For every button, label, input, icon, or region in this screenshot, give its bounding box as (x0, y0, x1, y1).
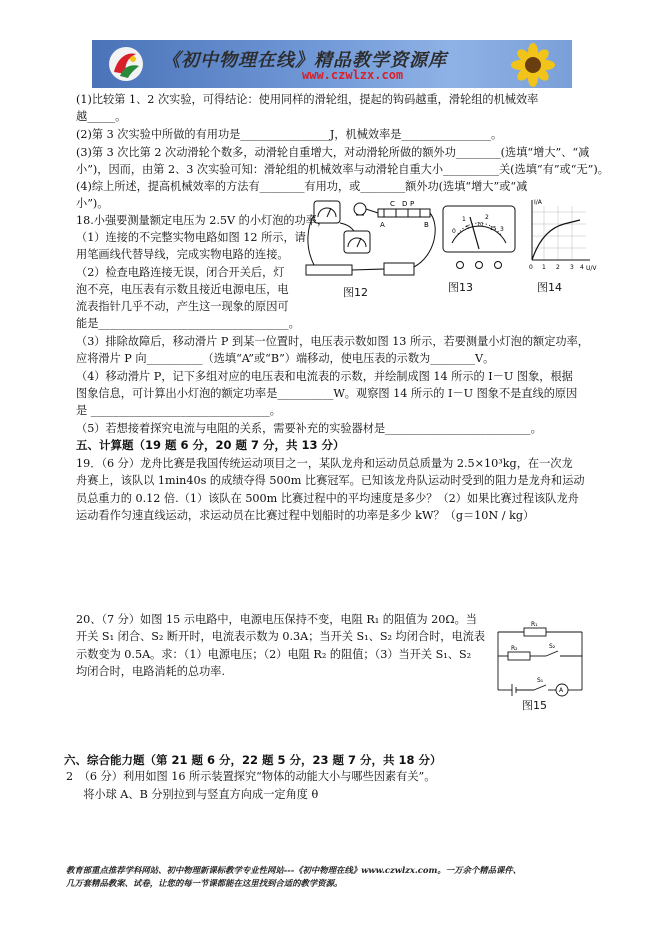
label-r1: R₁ (531, 621, 538, 628)
question-20-line: 开关 S₁ 闭合、S₂ 断开时，电流表示数为 0.3A；当开关 S₁、S₂ 均闭合时，电流表 (76, 630, 486, 643)
label-B: B (424, 221, 429, 229)
site-logo-icon (106, 44, 146, 84)
tick-2: 2 (485, 214, 489, 221)
text-line: (1)比较第 1、2 次实验，可得结论：使用同样的滑轮组，提起的钩码越重，滑轮组的机械效率 (76, 93, 539, 106)
question-20-line: 示数变为 0.5A。求：（1）电源电压；（2）电阻 R₂ 的阻值；（3）当开关 S₁、S₂ (76, 648, 472, 661)
text-line: 图象信息，可计算出小灯泡的额定功率是__________W。观察图 14 所示的 I－U 图象不是直线的原因 (76, 387, 578, 400)
tick-3: 3 (500, 226, 504, 233)
label-ammeter: A (559, 687, 564, 694)
tick-1: 1 (462, 216, 466, 223)
figure-14-iu-graph (520, 196, 598, 276)
text-line: 小”)。 (76, 197, 109, 210)
tick-2: 2 (556, 264, 560, 271)
text-line: 泡不亮，电压表有示数且接近电源电压，电 (76, 283, 289, 296)
header-banner (92, 40, 572, 88)
label-s2: S₂ (549, 643, 556, 650)
label-r2: R₂ (511, 645, 518, 652)
question-20-line: 均闭合时，电路消耗的总功率. (76, 665, 225, 678)
label-A: A (380, 221, 385, 229)
text-line: （2）检查电路连接无误，闭合开关后，灯 (76, 266, 285, 279)
text-line: 小”)，因而，由第 2、3 次实验可知：滑轮组的机械效率与动滑轮自重大小__________关(选填“有”或“无”)。 (76, 163, 609, 176)
figure-15-circuit (494, 618, 586, 700)
figure-12-circuit (300, 195, 442, 285)
text-line: （1）连接的不完整实物电路如图 12 所示，请 (76, 231, 306, 244)
tick-15: 15 (490, 226, 497, 232)
text-line: 越_____。 (76, 110, 127, 123)
label-s1: S₁ (537, 677, 544, 684)
label-D: D (402, 200, 408, 208)
text-line: 流表指针几乎不动，产生这一现象的原因可 (76, 300, 289, 313)
tick-1: 1 (542, 264, 546, 271)
text-line: （4）移动滑片 P，记下多组对应的电压表和电流表的示数，并绘制成图 14 所示的 I－U 图象，根据 (76, 370, 573, 383)
figure-13-caption: 图13 (448, 281, 473, 294)
text-line: 应将滑片 P 向__________（选填“A”或“B”）端移动，使电压表的示数为________V。 (76, 352, 495, 365)
footer-line: 几万套精品教案、试卷，让您的每一节课都能在这里找到合适的教学资源。 (66, 878, 343, 888)
text-line: （5）若想接着探究电流与电阻的关系，需要补充的实验器材是__________________________。 (76, 422, 542, 435)
tick-3: 3 (570, 264, 574, 271)
page-footer (66, 864, 606, 890)
text-line: 用笔画线代替导线，完成实物电路的连接。 (76, 248, 289, 261)
text-line: 是 ________________________________。 (76, 404, 281, 417)
axis-y-label: I/A (534, 199, 542, 206)
section-heading-comprehensive: 六、综合能力题（第 21 题 6 分，22 题 5 分，23 题 7 分，共 18 分） (64, 753, 442, 767)
text-line: 18.小强要测量额定电压为 2.5V 的小灯泡的功率， (76, 214, 329, 227)
tick-10: 10 (477, 222, 484, 228)
text-line: (4)综上所述，提高机械效率的方法有________有用功，或________额外功(选填“增大”或“减 (76, 180, 528, 193)
question-19-line: 舟赛上，该队以 1min40s 的成绩夺得 500m 比赛冠军。已知该龙舟队运动时受到的阻力是龙舟和运动 (76, 474, 585, 487)
question-21-line: 将小球 A、B 分别拉到与竖直方向成一定角度 θ (72, 788, 319, 801)
label-C: C (390, 200, 395, 208)
tick-0: 0 (452, 228, 456, 235)
sunflower-icon (502, 42, 564, 88)
question-20-line: 20、（7 分）如图 15 示电路中，电源电压保持不变，电阻 R₁ 的阻值为 20Ω。当 (76, 613, 477, 626)
text-line: (2)第 3 次实验中所做的有用功是________________J，机械效率是________________。 (76, 128, 503, 141)
figure-12-caption: 图12 (343, 286, 368, 299)
question-19-line: 运动看作匀速直线运动，求运动员在比赛过程中划船时的功率是多少 kW？（g＝10N / kg） (76, 509, 535, 522)
banner-url[interactable]: www.czwlzx.com (302, 68, 404, 82)
label-P: P (410, 200, 415, 208)
section-heading-calculation: 五、计算题（19 题 6 分，20 题 7 分，共 13 分） (76, 438, 345, 452)
text-line: 能是__________________________________。 (76, 317, 300, 330)
tick-5: 5 (466, 225, 470, 231)
figure-13-voltmeter (440, 203, 518, 275)
axis-x-label: U/V (586, 265, 597, 272)
question-19-line: 员总重力的 0.12 倍.（1）该队在 500m 比赛过程中的平均速度是多少？（2）如果比赛过程该队龙舟 (76, 492, 579, 505)
text-line: （3）排除故障后，移动滑片 P 到某一位置时，电压表示数如图 13 所示，若要测量小灯泡的额定功率， (76, 335, 589, 348)
footer-line: 教育部重点推荐学科网站、初中物理新课标教学专业性网站---《初中物理在线》www.czwlzx.com。一万余个精品课件、 (66, 865, 522, 875)
figure-15-caption: 图15 (522, 699, 547, 712)
question-21-line: 2 （6 分）利用如图 16 所示装置探究“物体的动能大小与哪些因素有关”。 (66, 770, 436, 783)
question-19-line: 19．（6 分）龙舟比赛是我国传统运动项目之一，某队龙舟和运动员总质量为 2.5×10³kg，在一次龙 (76, 457, 573, 470)
tick-0: 0 (529, 264, 533, 271)
banner-title: 《初中物理在线》精品教学资源库 (162, 50, 447, 71)
tick-4: 4 (580, 264, 584, 271)
figure-14-caption: 图14 (537, 281, 562, 294)
text-line: (3)第 3 次比第 2 次动滑轮个数多，动滑轮自重增大，对动滑轮所做的额外功________(选填“增大”、“减 (76, 146, 590, 159)
